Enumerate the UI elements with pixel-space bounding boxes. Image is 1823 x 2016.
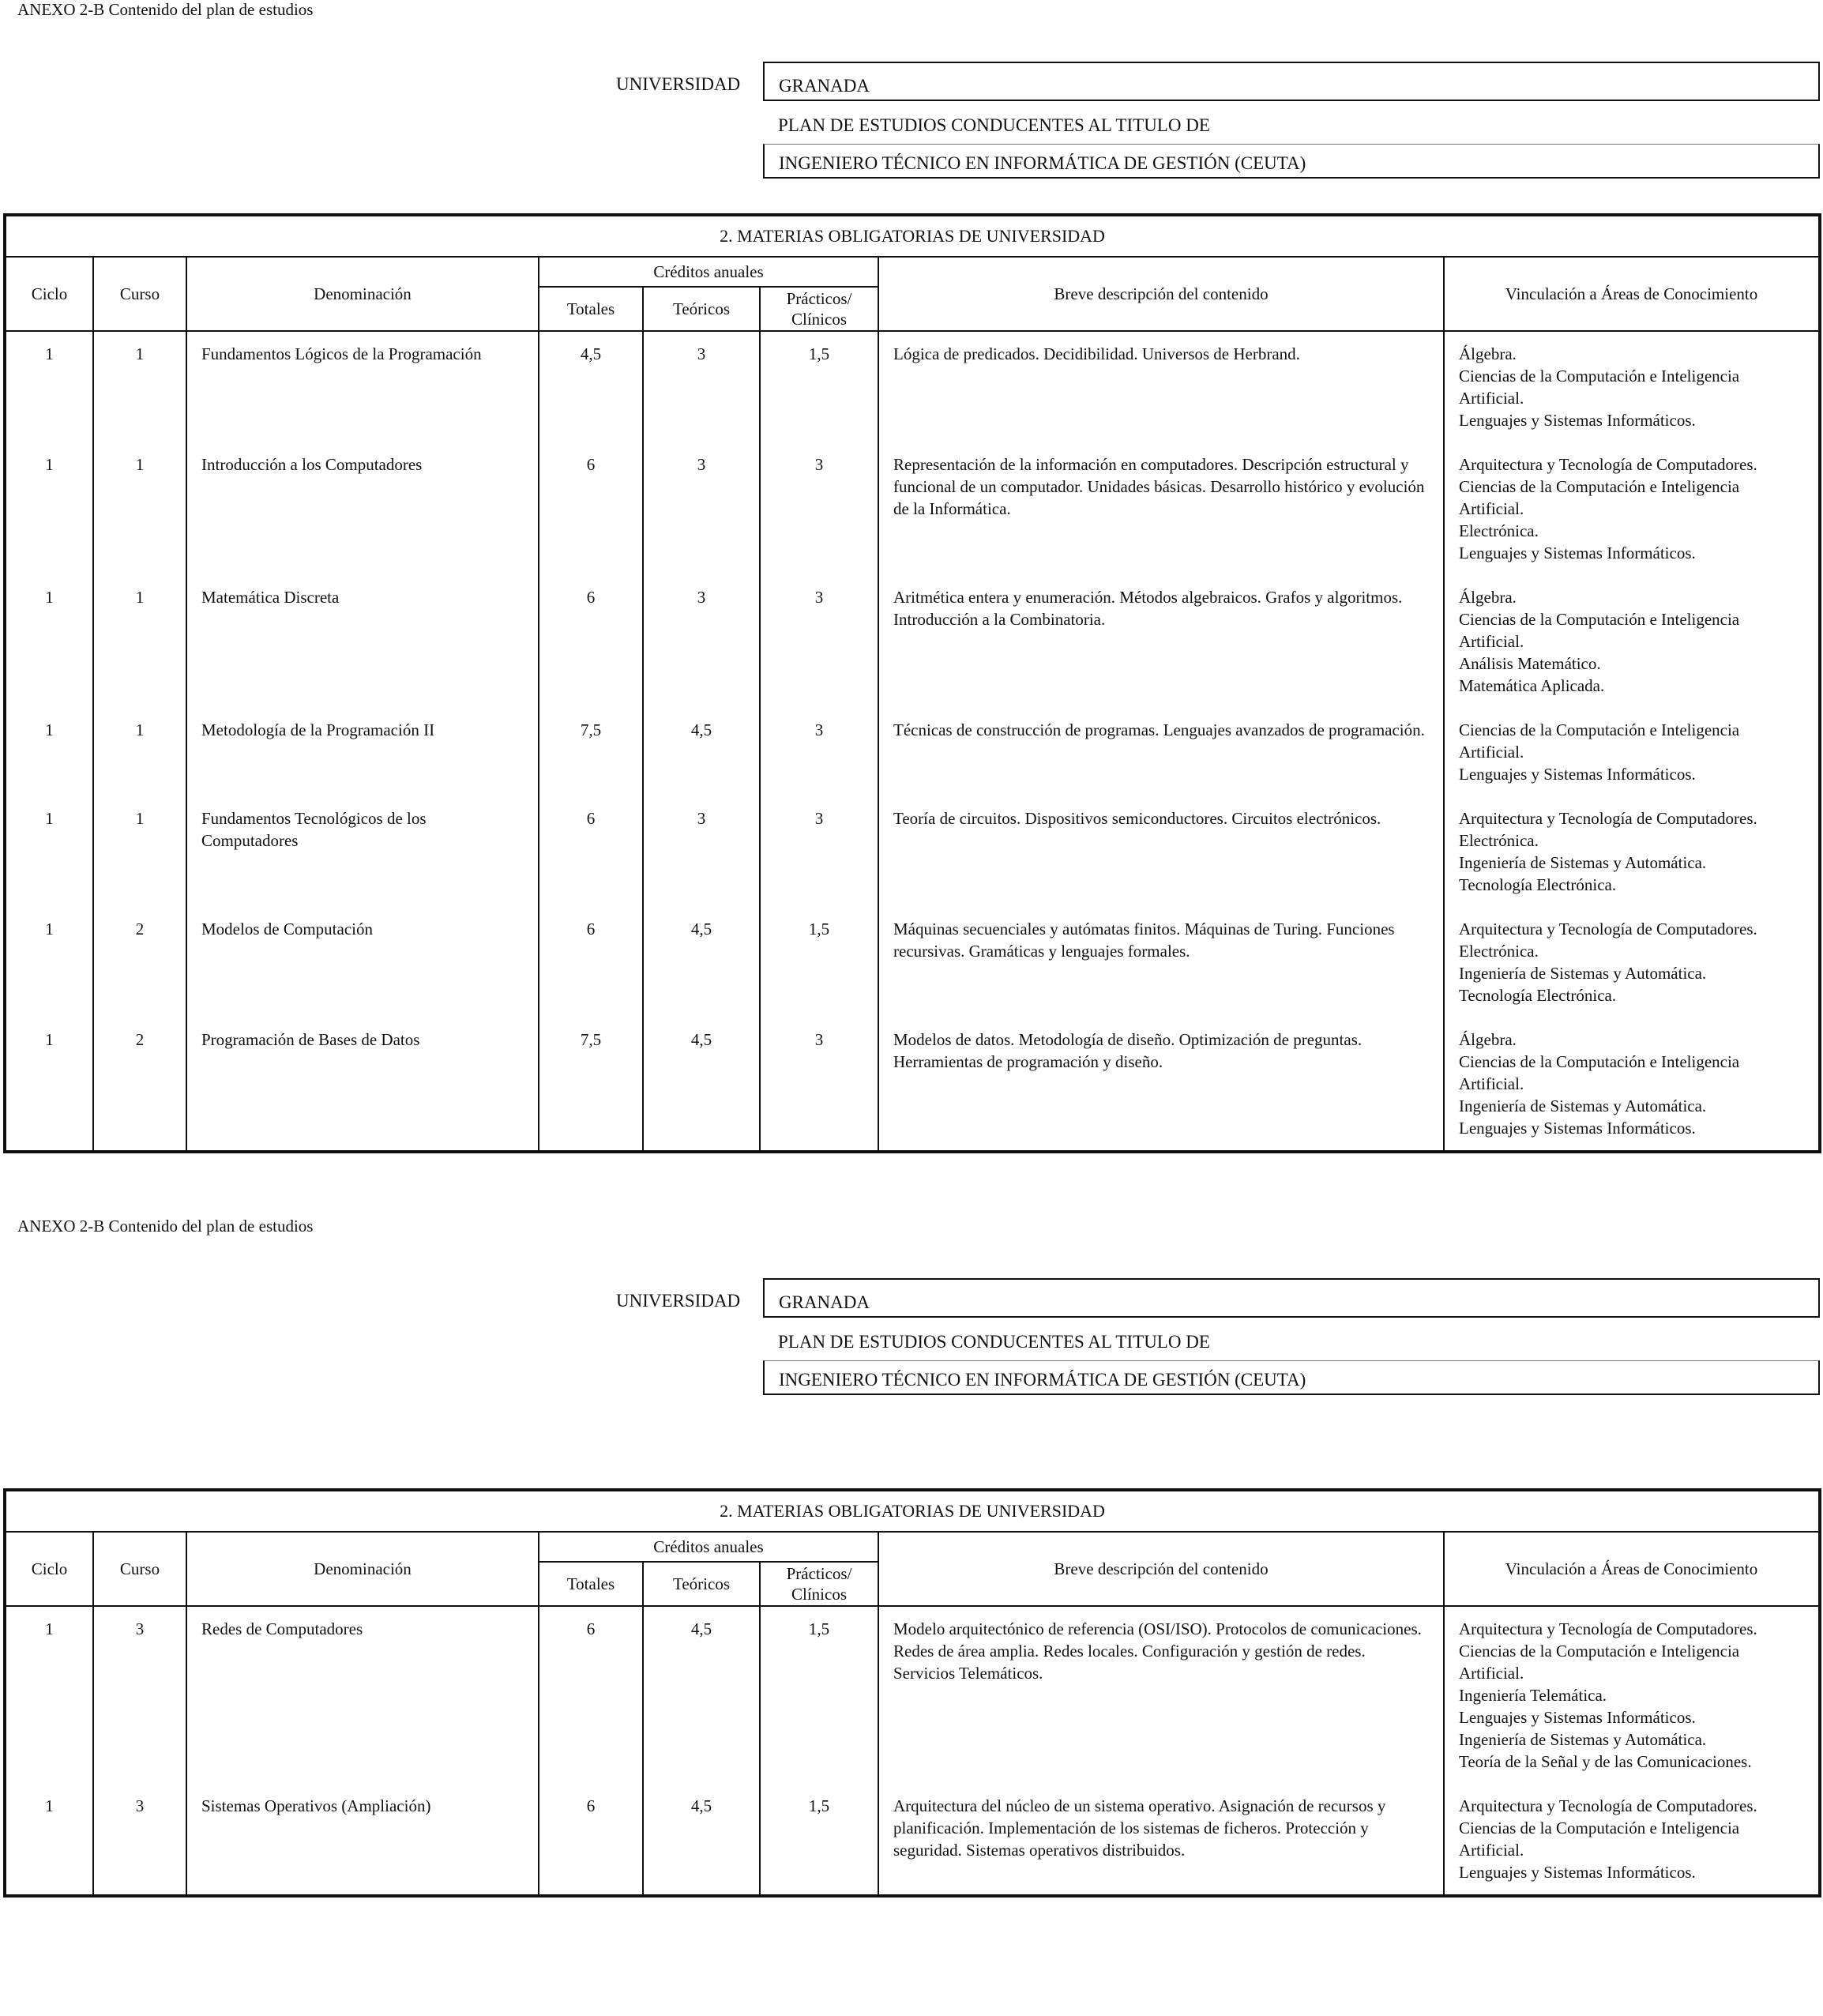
table-row: [5, 708, 1820, 796]
cell-ciclo: 1: [5, 575, 93, 708]
cell-teoricos: 4,5: [643, 1017, 760, 1152]
plan-label: PLAN DE ESTUDIOS CONDUCENTES AL TITULO DE: [778, 115, 1210, 135]
header-areas: Vinculación a Áreas de Conocimiento: [1444, 257, 1820, 331]
area-item: Arquitectura y Tecnología de Computadores.: [1459, 455, 1757, 474]
cell-denominacion: Redes de Computadores: [186, 1606, 539, 1784]
area-item: Electrónica.: [1459, 942, 1539, 961]
cell-denominacion: Matemática Discreta: [186, 575, 539, 708]
cell-areas: [1444, 575, 1820, 708]
cell-teoricos: 4,5: [643, 1606, 760, 1784]
cell-teoricos: 4,5: [643, 1784, 760, 1896]
universidad-label: UNIVERSIDAD: [616, 74, 741, 94]
universidad-field: GRANADA: [763, 62, 1820, 101]
table-row: [5, 1017, 1820, 1152]
area-item: Arquitectura y Tecnología de Computadores.: [1459, 920, 1757, 938]
area-item: Lenguajes y Sistemas Informáticos.: [1459, 543, 1696, 562]
cell-denominacion: Sistemas Operativos (Ampliación): [186, 1784, 539, 1896]
cell-ciclo: 1: [5, 331, 93, 442]
cell-areas: [1444, 907, 1820, 1017]
area-item: Lenguajes y Sistemas Informáticos.: [1459, 1863, 1696, 1882]
cell-practicos: 1,5: [760, 331, 878, 442]
cell-practicos: 3: [760, 575, 878, 708]
plan-label: PLAN DE ESTUDIOS CONDUCENTES AL TITULO DE: [778, 1332, 1210, 1352]
area-item: Lenguajes y Sistemas Informáticos.: [1459, 411, 1696, 430]
cell-practicos: 1,5: [760, 1606, 878, 1784]
annex-title: ANEXO 2-B Contenido del plan de estudios: [17, 1217, 314, 1236]
cell-descripcion: Arquitectura del núcleo de un sistema operativo. Asignación de recursos y planificación. Implementación de los sistemas de ficheros. Protección y seguridad. Sistemas operativos distribuidos.: [878, 1784, 1444, 1896]
cell-practicos: 3: [760, 796, 878, 907]
cell-teoricos: 3: [643, 331, 760, 442]
cell-ciclo: 1: [5, 442, 93, 575]
cell-totales: 6: [539, 575, 643, 708]
cell-denominacion: Modelos de Computación: [186, 907, 539, 1017]
area-item: Ciencias de la Computación e Inteligencia Artificial.: [1459, 610, 1740, 651]
cell-totales: 4,5: [539, 331, 643, 442]
cell-curso: 2: [93, 907, 186, 1017]
cell-descripcion: Máquinas secuenciales y autómatas finitos. Máquinas de Turing. Funciones recursivas. Gramáticas y lenguajes formales.: [878, 907, 1444, 1017]
cell-descripcion: Lógica de predicados. Decidibilidad. Universos de Herbrand.: [878, 331, 1444, 442]
cell-teoricos: 3: [643, 796, 760, 907]
header-ciclo: Ciclo: [5, 1532, 93, 1606]
header-practicos: Prácticos/ Clínicos: [760, 287, 878, 331]
header-curso: Curso: [93, 1532, 186, 1606]
cell-descripcion: Teoría de circuitos. Dispositivos semiconductores. Circuitos electrónicos.: [878, 796, 1444, 907]
cell-practicos: 3: [760, 442, 878, 575]
cell-descripcion: Representación de la información en computadores. Descripción estructural y funcional de un computador. Unidades básicas. Desarrollo histórico y evolución de la Informática.: [878, 442, 1444, 575]
area-item: Ingeniería de Sistemas y Automática.: [1459, 1730, 1707, 1749]
table-body: [5, 331, 1820, 1152]
area-item: Tecnología Electrónica.: [1459, 986, 1617, 1005]
cell-ciclo: 1: [5, 1784, 93, 1896]
header-teoricos: Teóricos: [643, 1562, 760, 1606]
area-item: Arquitectura y Tecnología de Computadores.: [1459, 809, 1757, 828]
cell-curso: 2: [93, 1017, 186, 1152]
header-denominacion: Denominación: [186, 257, 539, 331]
area-item: Ingeniería de Sistemas y Automática.: [1459, 1096, 1707, 1115]
cell-denominacion: Introducción a los Computadores: [186, 442, 539, 575]
cell-denominacion: Programación de Bases de Datos: [186, 1017, 539, 1152]
area-item: Lenguajes y Sistemas Informáticos.: [1459, 1119, 1696, 1138]
cell-denominacion: Fundamentos Lógicos de la Programación: [186, 331, 539, 442]
cell-ciclo: 1: [5, 796, 93, 907]
cell-teoricos: 4,5: [643, 708, 760, 796]
table-row: [5, 796, 1820, 907]
cell-areas: [1444, 442, 1820, 575]
header-areas: Vinculación a Áreas de Conocimiento: [1444, 1532, 1820, 1606]
cell-ciclo: 1: [5, 907, 93, 1017]
cell-areas: [1444, 1606, 1820, 1784]
cell-totales: 6: [539, 1784, 643, 1896]
header-totales: Totales: [539, 287, 643, 331]
area-item: Ciencias de la Computación e Inteligencia Artificial.: [1459, 1642, 1740, 1683]
area-item: Ingeniería de Sistemas y Automática.: [1459, 853, 1707, 872]
materias-table: [3, 1488, 1821, 1898]
cell-practicos: 3: [760, 1017, 878, 1152]
cell-ciclo: 1: [5, 1017, 93, 1152]
cell-descripcion: Aritmética entera y enumeración. Métodos algebraicos. Grafos y algoritmos. Introducción a la Combinatoria.: [878, 575, 1444, 708]
area-item: Ciencias de la Computación e Inteligencia Artificial.: [1459, 367, 1740, 408]
header-denominacion: Denominación: [186, 1532, 539, 1606]
cell-curso: 1: [93, 708, 186, 796]
cell-teoricos: 3: [643, 575, 760, 708]
table-title: 2. MATERIAS OBLIGATORIAS DE UNIVERSIDAD: [5, 215, 1820, 257]
cell-denominacion: Fundamentos Tecnológicos de los Computadores: [186, 796, 539, 907]
universidad-label: UNIVERSIDAD: [616, 1291, 741, 1311]
header-creditos: Créditos anuales: [539, 257, 878, 287]
cell-teoricos: 3: [643, 442, 760, 575]
table-row: [5, 575, 1820, 708]
table-row: [5, 907, 1820, 1017]
table-row: [5, 331, 1820, 442]
cell-descripcion: Modelos de datos. Metodología de diseño. Optimización de preguntas. Herramientas de programación y diseño.: [878, 1017, 1444, 1152]
area-item: Electrónica.: [1459, 521, 1539, 540]
area-item: Ciencias de la Computación e Inteligencia Artificial.: [1459, 477, 1740, 518]
cell-curso: 1: [93, 331, 186, 442]
cell-descripcion: Modelo arquitectónico de referencia (OSI/ISO). Protocolos de comunicaciones. Redes de área amplia. Redes locales. Configuración y gestión de redes. Servicios Telemáticos.: [878, 1606, 1444, 1784]
area-item: Álgebra.: [1459, 588, 1517, 607]
area-item: Ciencias de la Computación e Inteligencia Artificial.: [1459, 1819, 1740, 1860]
cell-totales: 7,5: [539, 1017, 643, 1152]
cell-areas: [1444, 796, 1820, 907]
cell-teoricos: 4,5: [643, 907, 760, 1017]
table-title: 2. MATERIAS OBLIGATORIAS DE UNIVERSIDAD: [5, 1490, 1820, 1532]
universidad-field: GRANADA: [763, 1278, 1820, 1318]
cell-curso: 1: [93, 442, 186, 575]
cell-denominacion: Metodología de la Programación II: [186, 708, 539, 796]
area-item: Electrónica.: [1459, 831, 1539, 850]
cell-practicos: 3: [760, 708, 878, 796]
header-creditos: Créditos anuales: [539, 1532, 878, 1562]
area-item: Arquitectura y Tecnología de Computadores.: [1459, 1619, 1757, 1638]
header-descripcion: Breve descripción del contenido: [878, 1532, 1444, 1606]
area-item: Lenguajes y Sistemas Informáticos.: [1459, 1708, 1696, 1727]
titulo-field: INGENIERO TÉCNICO EN INFORMÁTICA DE GESTIÓN (CEUTA): [763, 1360, 1820, 1395]
titulo-field: INGENIERO TÉCNICO EN INFORMÁTICA DE GESTIÓN (CEUTA): [763, 144, 1820, 179]
area-item: Teoría de la Señal y de las Comunicaciones.: [1459, 1752, 1752, 1771]
table-row: [5, 1606, 1820, 1784]
cell-ciclo: 1: [5, 708, 93, 796]
area-item: Ciencias de la Computación e Inteligencia Artificial.: [1459, 1052, 1740, 1093]
area-item: Álgebra.: [1459, 344, 1517, 363]
cell-practicos: 1,5: [760, 907, 878, 1017]
cell-curso: 3: [93, 1606, 186, 1784]
area-item: Matemática Aplicada.: [1459, 676, 1605, 695]
header-descripcion: Breve descripción del contenido: [878, 257, 1444, 331]
cell-areas: [1444, 1017, 1820, 1152]
cell-practicos: 1,5: [760, 1784, 878, 1896]
cell-areas: [1444, 708, 1820, 796]
annex-title: ANEXO 2-B Contenido del plan de estudios: [17, 0, 314, 19]
area-item: Arquitectura y Tecnología de Computadores.: [1459, 1796, 1757, 1815]
header-totales: Totales: [539, 1562, 643, 1606]
cell-totales: 6: [539, 907, 643, 1017]
cell-totales: 6: [539, 442, 643, 575]
area-item: Ingeniería de Sistemas y Automática.: [1459, 964, 1707, 983]
table-row: [5, 442, 1820, 575]
cell-totales: 7,5: [539, 708, 643, 796]
header-practicos: Prácticos/ Clínicos: [760, 1562, 878, 1606]
area-item: Álgebra.: [1459, 1030, 1517, 1049]
header-curso: Curso: [93, 257, 186, 331]
cell-areas: [1444, 331, 1820, 442]
header-ciclo: Ciclo: [5, 257, 93, 331]
cell-curso: 1: [93, 575, 186, 708]
cell-totales: 6: [539, 796, 643, 907]
area-item: Ciencias de la Computación e Inteligencia Artificial.: [1459, 720, 1740, 762]
cell-ciclo: 1: [5, 1606, 93, 1784]
area-item: Análisis Matemático.: [1459, 654, 1601, 673]
materias-table: [3, 213, 1821, 1153]
area-item: Tecnología Electrónica.: [1459, 875, 1617, 894]
cell-areas: [1444, 1784, 1820, 1896]
cell-descripcion: Técnicas de construcción de programas. Lenguajes avanzados de programación.: [878, 708, 1444, 796]
area-item: Ingeniería Telemática.: [1459, 1686, 1607, 1705]
cell-totales: 6: [539, 1606, 643, 1784]
table-row: [5, 1784, 1820, 1896]
cell-curso: 1: [93, 796, 186, 907]
table-body: [5, 1606, 1820, 1896]
cell-curso: 3: [93, 1784, 186, 1896]
header-teoricos: Teóricos: [643, 287, 760, 331]
area-item: Lenguajes y Sistemas Informáticos.: [1459, 765, 1696, 784]
